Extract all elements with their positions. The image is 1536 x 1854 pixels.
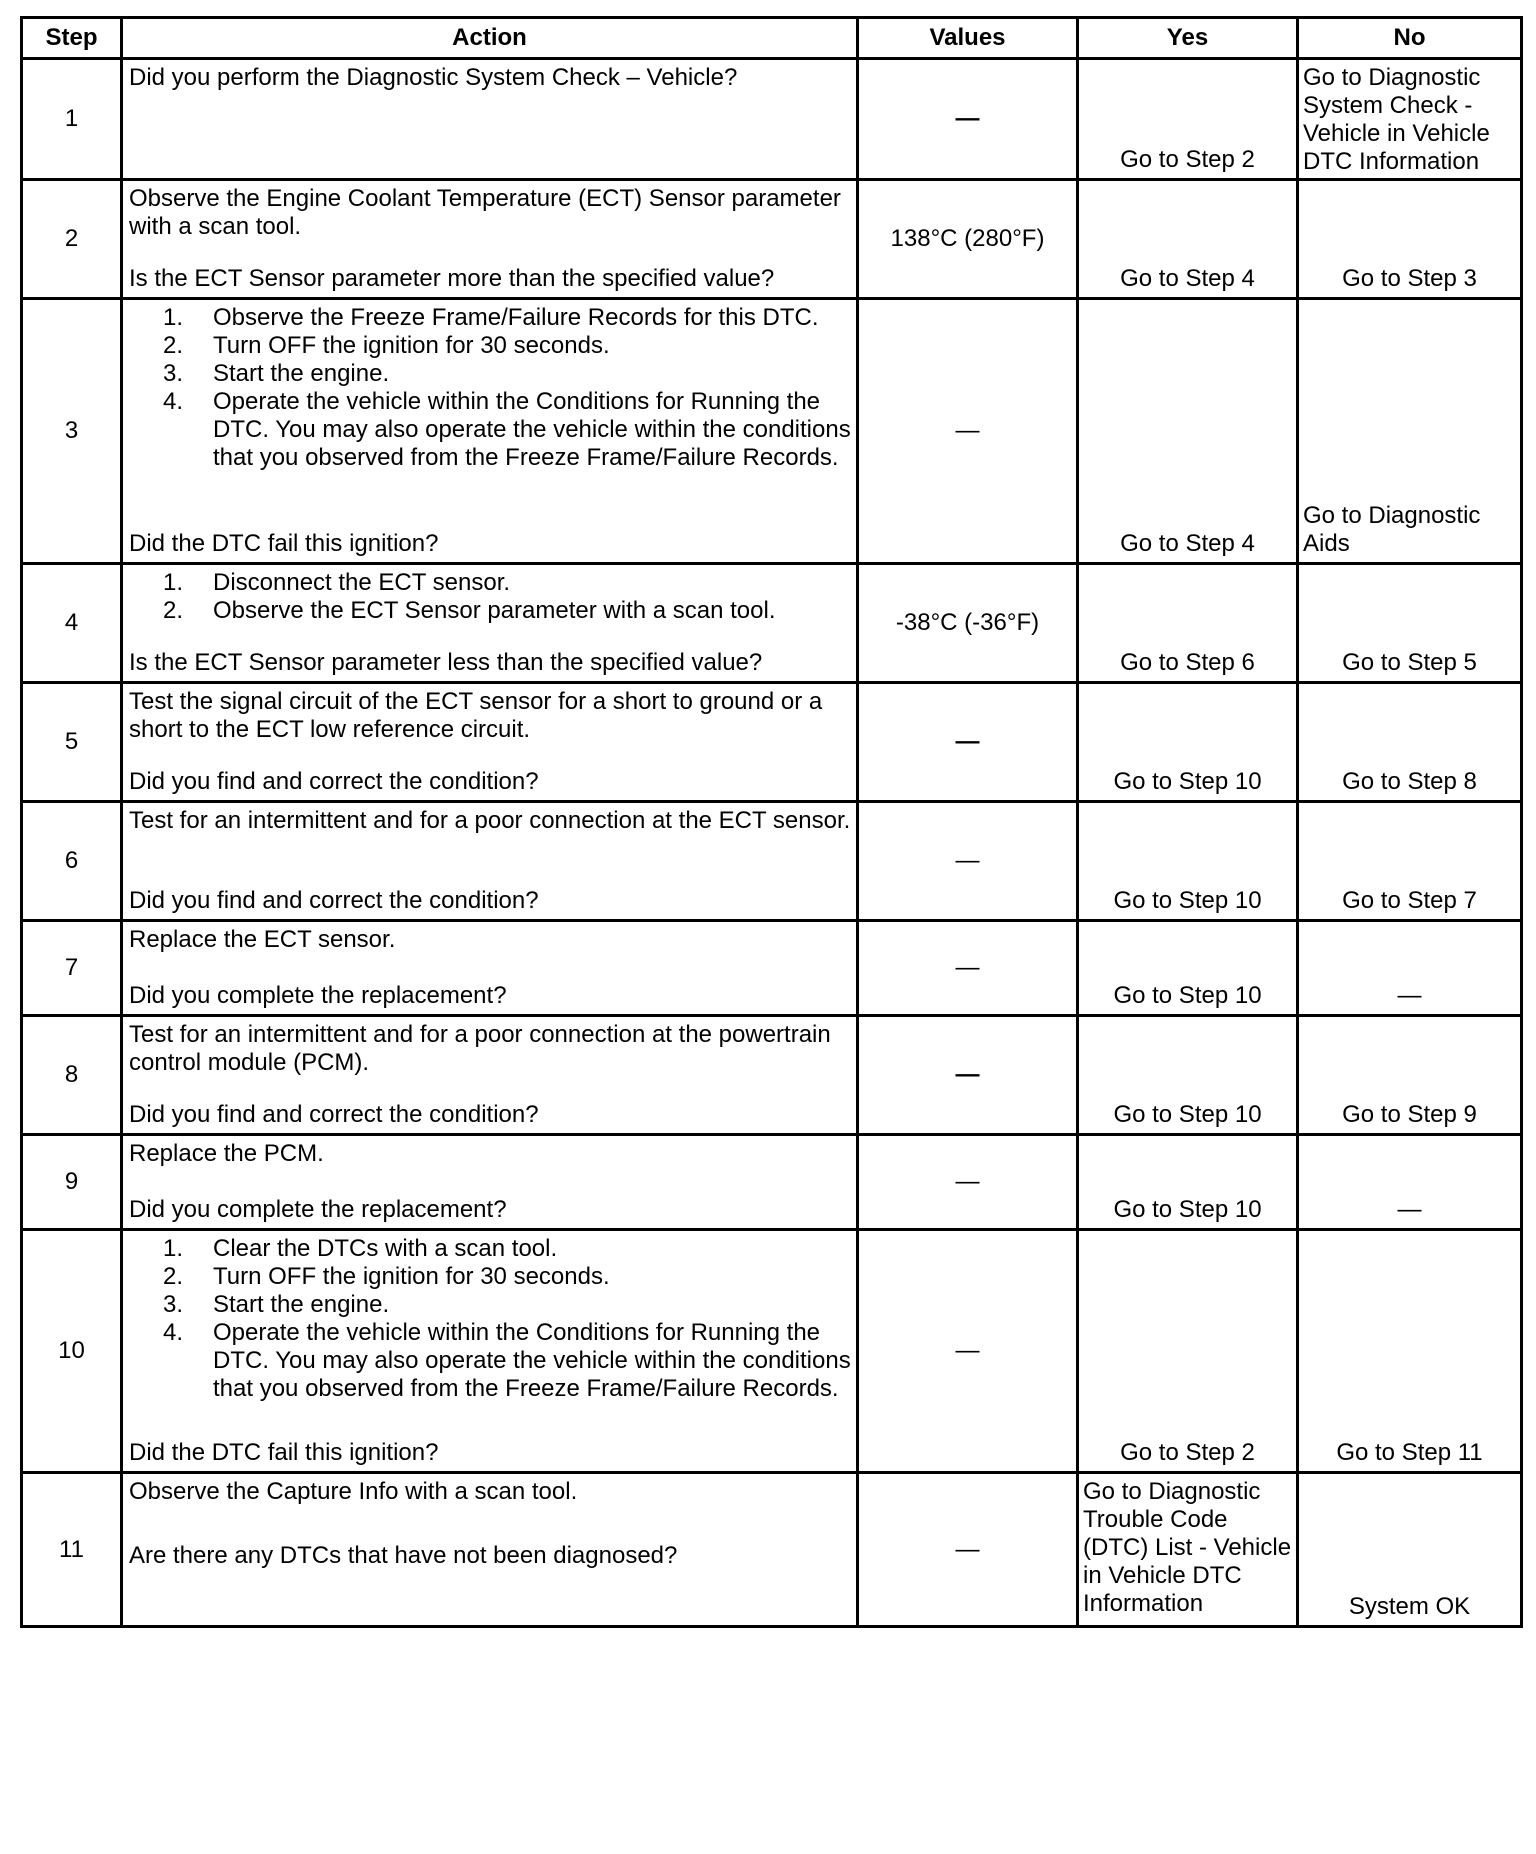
yes-text: Go to Step 2: [1120, 146, 1255, 173]
yes-text: Go to Step 10: [1113, 887, 1262, 914]
yes-text: Go to Step 6: [1120, 649, 1255, 676]
header-no: No: [1298, 18, 1522, 59]
yes-cell: [1078, 564, 1298, 683]
no-cell: [1298, 1230, 1522, 1473]
no-cell: [1298, 683, 1522, 802]
no-text: Go to Step 7: [1342, 887, 1477, 914]
action-question: Did you complete the replacement?: [129, 982, 507, 1009]
action-question: Is the ECT Sensor parameter more than the specified value?: [129, 265, 775, 292]
header-action: Action: [122, 18, 858, 59]
value-cell: [858, 1230, 1078, 1473]
value-cell: [858, 1473, 1078, 1627]
yes-cell: [1078, 1135, 1298, 1230]
value-cell: [858, 1135, 1078, 1230]
step-number: 10: [22, 1230, 122, 1473]
yes-cell: [1078, 921, 1298, 1016]
no-text: Go to Step 5: [1342, 649, 1477, 676]
value-text: —: [955, 847, 980, 874]
action-cell: [122, 1473, 858, 1627]
action-question: Did you find and correct the condition?: [129, 887, 539, 914]
list-item: 1. Clear the DTCs with a scan tool.: [162, 1235, 558, 1262]
table-row: [22, 59, 1522, 180]
value-text: —: [955, 417, 980, 444]
action-cell: [122, 683, 858, 802]
action-question: Did you complete the replacement?: [129, 1196, 507, 1223]
table-row: [22, 1135, 1522, 1230]
no-cell: [1298, 1135, 1522, 1230]
no-text: Go to Step 3: [1342, 265, 1477, 292]
action-cell: [122, 1016, 858, 1135]
action-question: Is the ECT Sensor parameter less than the specified value?: [129, 649, 763, 676]
no-text: —: [1397, 1196, 1422, 1223]
step-number: 7: [22, 921, 122, 1016]
yes-cell: [1078, 1473, 1298, 1627]
action-text: Did you perform the Diagnostic System Check – Vehicle?: [129, 64, 738, 91]
yes-cell: [1078, 59, 1298, 180]
yes-cell: [1078, 299, 1298, 564]
action-question: Did you find and correct the condition?: [129, 768, 539, 795]
list-item: 4. Operate the vehicle within the Conditions for Running the DTC. You may also operate the vehicle within the conditions that you observed from the Freeze Frame/Failure Records.: [162, 388, 851, 471]
list-item: 2. Observe the ECT Sensor parameter with a scan tool.: [162, 597, 776, 624]
action-question: Are there any DTCs that have not been diagnosed?: [129, 1542, 678, 1569]
no-text: Go to Step 11: [1336, 1439, 1483, 1466]
list-item: 3. Start the engine.: [162, 1291, 390, 1318]
value-text: —: [955, 1337, 980, 1364]
action-list: [129, 1235, 852, 1403]
action-cell: [122, 180, 858, 299]
value-text: —: [955, 1535, 980, 1563]
list-item: 2. Turn OFF the ignition for 30 seconds.: [162, 1263, 610, 1290]
value-text: —: [955, 1061, 980, 1088]
action-cell: [122, 299, 858, 564]
table-row: [22, 299, 1522, 564]
step-number: 5: [22, 683, 122, 802]
step-number: 9: [22, 1135, 122, 1230]
yes-text: Go to Step 10: [1113, 982, 1262, 1009]
value-text: —: [955, 954, 980, 981]
action-cell: [122, 59, 858, 180]
action-cell: [122, 802, 858, 921]
action-cell: [122, 921, 858, 1016]
value-text: —: [955, 728, 980, 755]
table-row: [22, 564, 1522, 683]
value-text: —: [955, 105, 980, 132]
yes-cell: [1078, 1230, 1298, 1473]
no-text: System OK: [1348, 1593, 1471, 1620]
yes-text: Go to Diagnostic Trouble Code (DTC) List - Vehicle in Vehicle DTC Information: [1083, 1478, 1292, 1617]
action-question: Did the DTC fail this ignition?: [129, 1439, 439, 1466]
no-cell: [1298, 180, 1522, 299]
header-yes: Yes: [1078, 18, 1298, 59]
value-cell: [858, 299, 1078, 564]
yes-text: Go to Step 10: [1113, 768, 1262, 795]
yes-cell: [1078, 802, 1298, 921]
yes-text: Go to Step 4: [1120, 530, 1255, 557]
yes-cell: [1078, 683, 1298, 802]
no-cell: [1298, 1016, 1522, 1135]
action-text: Observe the Engine Coolant Temperature (ECT) Sensor parameter with a scan tool.: [129, 185, 841, 240]
header-values: Values: [858, 18, 1078, 59]
yes-text: Go to Step 10: [1113, 1196, 1262, 1223]
list-item: 2. Turn OFF the ignition for 30 seconds.: [162, 332, 610, 359]
value-cell: [858, 564, 1078, 683]
action-question: Did you find and correct the condition?: [129, 1101, 539, 1128]
step-number: 4: [22, 564, 122, 683]
list-item: 1. Disconnect the ECT sensor.: [162, 569, 511, 596]
yes-cell: [1078, 1016, 1298, 1135]
no-cell: [1298, 564, 1522, 683]
no-cell: [1298, 921, 1522, 1016]
step-number: 6: [22, 802, 122, 921]
action-text: Test for an intermittent and for a poor connection at the ECT sensor.: [129, 807, 851, 834]
value-cell: [858, 1016, 1078, 1135]
step-number: 2: [22, 180, 122, 299]
list-item: 4. Operate the vehicle within the Conditions for Running the DTC. You may also operate the vehicle within the conditions that you observed from the Freeze Frame/Failure Records.: [162, 1319, 851, 1402]
yes-cell: [1078, 180, 1298, 299]
value-cell: [858, 802, 1078, 921]
value-cell: [858, 59, 1078, 180]
no-text: —: [1397, 982, 1422, 1009]
list-item: 1. Observe the Freeze Frame/Failure Records for this DTC.: [162, 304, 819, 331]
step-number: 8: [22, 1016, 122, 1135]
table-row: [22, 1473, 1522, 1627]
no-cell: [1298, 59, 1522, 180]
table-row: [22, 802, 1522, 921]
action-cell: [122, 564, 858, 683]
table-row: [22, 1016, 1522, 1135]
table-row: [22, 921, 1522, 1016]
yes-text: Go to Step 4: [1120, 265, 1255, 292]
value-text: —: [955, 1168, 980, 1195]
no-text: Go to Step 9: [1342, 1101, 1477, 1128]
no-cell: [1298, 299, 1522, 564]
action-list: [129, 569, 852, 625]
action-text: Observe the Capture Info with a scan tool.: [129, 1478, 578, 1505]
no-text: Go to Step 8: [1342, 768, 1477, 795]
list-item: 3. Start the engine.: [162, 360, 390, 387]
step-number: 3: [22, 299, 122, 564]
value-cell: [858, 683, 1078, 802]
yes-text: Go to Step 2: [1120, 1439, 1255, 1466]
no-cell: [1298, 1473, 1522, 1627]
action-text: Replace the ECT sensor.: [129, 926, 396, 953]
yes-text: Go to Step 10: [1113, 1101, 1262, 1128]
step-number: 11: [22, 1473, 122, 1627]
step-number: 1: [22, 59, 122, 180]
action-question: Did the DTC fail this ignition?: [129, 530, 439, 557]
action-cell: [122, 1135, 858, 1230]
value-text: 138°C (280°F): [890, 225, 1045, 252]
value-text: -38°C (-36°F): [895, 609, 1040, 636]
action-cell: [122, 1230, 858, 1473]
no-text: Go to Diagnostic System Check - Vehicle in Vehicle DTC Information: [1303, 64, 1490, 175]
action-text: Test the signal circuit of the ECT sensor for a short to ground or a short to the ECT low reference circuit.: [129, 688, 823, 743]
table-row: [22, 1230, 1522, 1473]
value-cell: [858, 180, 1078, 299]
no-text: Go to Diagnostic Aids: [1303, 502, 1481, 557]
header-step: Step: [22, 18, 122, 59]
action-text: Test for an intermittent and for a poor connection at the powertrain control module (PCM).: [129, 1021, 831, 1076]
table-row: [22, 683, 1522, 802]
no-cell: [1298, 802, 1522, 921]
diagnostic-table: [20, 16, 1523, 1628]
table-header-row: [22, 18, 1522, 59]
table-row: [22, 180, 1522, 299]
action-list: [129, 304, 852, 472]
value-cell: [858, 921, 1078, 1016]
action-text: Replace the PCM.: [129, 1140, 324, 1167]
